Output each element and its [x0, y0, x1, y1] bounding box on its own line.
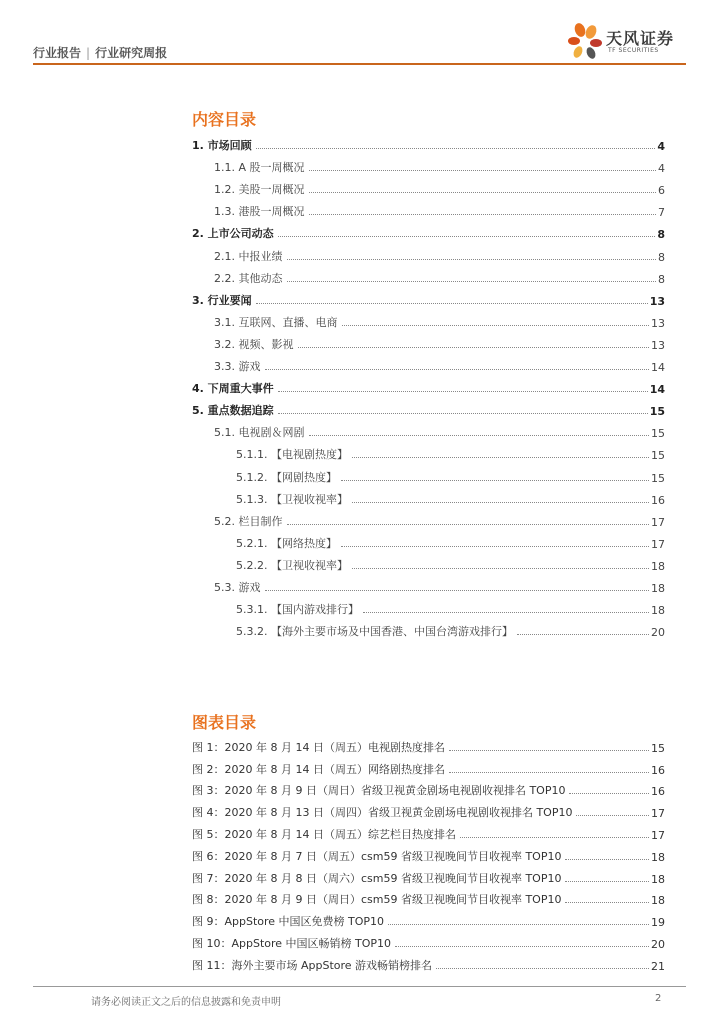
dot-leader	[565, 859, 649, 860]
header-category: 行业报告	[33, 46, 82, 60]
figure-entry[interactable]	[192, 929, 665, 951]
figure-entry-page: 15	[651, 741, 665, 755]
header-divider	[33, 63, 686, 65]
toc-entry-label: 5.2. 栏目制作	[214, 514, 283, 528]
toc-entry-label: 1. 市场回顾	[192, 139, 252, 153]
dot-leader	[449, 772, 649, 773]
dot-leader	[517, 634, 649, 635]
toc-entry-page: 15	[651, 471, 665, 485]
toc-entry-label: 5.1.3. 【卫视收视率】	[236, 492, 348, 506]
dot-leader	[352, 502, 649, 503]
dot-leader	[341, 480, 649, 481]
figure-entry-label: 图 9：AppStore 中国区免费榜 TOP10	[192, 915, 385, 929]
toc-entry-label: 2. 上市公司动态	[192, 227, 274, 241]
dot-leader	[287, 524, 650, 525]
dot-leader	[256, 303, 648, 304]
figure-entry[interactable]	[192, 907, 665, 929]
toc-entry-label: 2.1. 中报业绩	[214, 249, 283, 263]
dot-leader	[309, 435, 650, 436]
company-logo	[566, 22, 696, 64]
figure-entry[interactable]	[192, 951, 665, 973]
figure-entry-page: 20	[651, 937, 665, 951]
toc-entry[interactable]	[192, 396, 665, 418]
dot-leader	[388, 924, 649, 925]
dot-leader	[449, 750, 649, 751]
toc-entry[interactable]	[192, 418, 665, 440]
toc-entry-label: 5.1.2. 【网剧热度】	[236, 470, 337, 484]
toc-entry-page: 7	[658, 206, 665, 220]
figure-entry[interactable]	[192, 864, 665, 886]
figure-entry-page: 17	[651, 828, 665, 842]
dot-leader	[309, 192, 657, 193]
logo-name: 天风证券	[606, 29, 675, 48]
dot-leader	[565, 881, 649, 882]
toc-entry-label: 3.3. 游戏	[214, 360, 261, 374]
toc-entry-page: 14	[651, 361, 665, 375]
figure-entry[interactable]	[192, 755, 665, 777]
toc-entry-page: 15	[649, 405, 665, 419]
footer-divider	[33, 986, 686, 987]
toc-entry-label: 5.1.1. 【电视剧热度】	[236, 448, 348, 462]
toc-entry[interactable]	[192, 131, 665, 153]
toc-entry[interactable]	[192, 330, 665, 352]
toc-entry-label: 3. 行业要闻	[192, 293, 252, 307]
figure-entry[interactable]	[192, 820, 665, 842]
dot-leader	[265, 590, 650, 591]
toc-entry-page: 15	[651, 449, 665, 463]
toc-entry-label: 5.1. 电视剧＆网剧	[214, 426, 305, 440]
toc-entry-page: 18	[651, 559, 665, 573]
figure-entry[interactable]	[192, 886, 665, 908]
list-of-figures	[192, 733, 665, 973]
footer-disclaimer: 请务必阅读正文之后的信息披露和免责申明	[91, 997, 281, 1008]
toc-entry[interactable]	[192, 286, 665, 308]
figure-entry-page: 19	[651, 916, 665, 930]
dot-leader	[395, 946, 649, 947]
figure-entry[interactable]	[192, 842, 665, 864]
toc-entry[interactable]	[192, 485, 665, 507]
toc-entry[interactable]	[192, 462, 665, 484]
dot-leader	[265, 369, 650, 370]
toc-entry[interactable]	[192, 551, 665, 573]
toc-entry-page: 4	[657, 140, 665, 154]
toc-entry-label: 5.3.2. 【海外主要市场及中国香港、中国台湾游戏排行】	[236, 625, 513, 639]
figure-entry-label: 图 3：2020 年 8 月 9 日（周日）省级卫视黄金剧场电视剧收视排名 TOP10	[192, 784, 566, 798]
toc-entry-page: 16	[651, 493, 665, 507]
figure-entry-page: 21	[651, 959, 665, 973]
figure-entry-page: 16	[651, 763, 665, 777]
toc-entry[interactable]	[192, 573, 665, 595]
toc-entry-label: 3.2. 视频、影视	[214, 337, 294, 351]
dot-leader	[460, 837, 649, 838]
toc-entry-page: 13	[651, 316, 665, 330]
dot-leader	[278, 413, 648, 414]
toc-entry-page: 15	[651, 427, 665, 441]
toc-entry[interactable]	[192, 440, 665, 462]
toc-title: 内容目录	[192, 110, 257, 129]
toc-entry-label: 5.2.2. 【卫视收视率】	[236, 558, 348, 572]
toc-entry-label: 5.2.1. 【网络热度】	[236, 536, 337, 550]
figure-entry-label: 图 2：2020 年 8 月 14 日（周五）网络剧热度排名	[192, 762, 445, 776]
toc-entry-label: 1.3. 港股一周概况	[214, 205, 305, 219]
dot-leader	[569, 793, 649, 794]
figure-entry-label: 图 10：AppStore 中国区畅销榜 TOP10	[192, 936, 392, 950]
dot-leader	[309, 170, 656, 171]
dot-leader	[352, 457, 649, 458]
dot-leader	[576, 815, 649, 816]
toc-entry-page: 20	[651, 626, 665, 640]
dot-leader	[256, 148, 656, 149]
toc-entry-page: 13	[651, 338, 665, 352]
figure-entry-label: 图 7：2020 年 8 月 8 日（周六）csm59 省级卫视晚间节目收视率 TOP10	[192, 871, 562, 885]
toc-entry[interactable]	[192, 219, 665, 241]
figure-entry[interactable]	[192, 798, 665, 820]
toc-entry-label: 5.3. 游戏	[214, 580, 261, 594]
toc-entry-page: 8	[657, 228, 665, 242]
dot-leader	[287, 259, 657, 260]
figure-entry-label: 图 1：2020 年 8 月 14 日（周五）电视剧热度排名	[192, 740, 445, 754]
dot-leader	[363, 612, 649, 613]
figure-entry-page: 18	[651, 872, 665, 886]
dot-leader	[278, 236, 656, 237]
toc-entry[interactable]	[192, 197, 665, 219]
toc-entry[interactable]	[192, 308, 665, 330]
report-header	[33, 44, 167, 61]
dot-leader	[352, 568, 649, 569]
figure-entry-label: 图 11：海外主要市场 AppStore 游戏畅销榜排名	[192, 958, 433, 972]
toc-entry[interactable]	[192, 241, 665, 263]
dot-leader	[298, 347, 650, 348]
toc-entry-page: 8	[658, 272, 665, 286]
figure-entry-page: 17	[651, 807, 665, 821]
dot-leader	[565, 902, 649, 903]
figures-title: 图表目录	[192, 713, 257, 732]
figure-entry-label: 图 6：2020 年 8 月 7 日（周五）csm59 省级卫视晚间节目收视率 TOP10	[192, 849, 562, 863]
toc-entry-page: 6	[658, 184, 665, 198]
toc-entry-page: 17	[651, 537, 665, 551]
toc-entry[interactable]	[192, 153, 665, 175]
toc-entry[interactable]	[192, 352, 665, 374]
toc-entry-page: 17	[651, 515, 665, 529]
dot-leader	[342, 325, 650, 326]
toc-entry-label: 2.2. 其他动态	[214, 271, 283, 285]
figure-entry-label: 图 4：2020 年 8 月 13 日（周四）省级卫视黄金剧场电视剧收视排名 TOP10	[192, 806, 573, 820]
toc-entry-label: 4. 下周重大事件	[192, 382, 274, 396]
toc-entry-label: 3.1. 互联网、直播、电商	[214, 315, 338, 329]
dot-leader	[278, 391, 648, 392]
table-of-contents	[192, 131, 665, 639]
figure-entry-page: 18	[651, 850, 665, 864]
toc-entry[interactable]	[192, 529, 665, 551]
figure-entry[interactable]	[192, 777, 665, 799]
toc-entry-page: 4	[658, 162, 665, 176]
toc-entry[interactable]	[192, 264, 665, 286]
toc-entry-label: 1.1. A 股一周概况	[214, 161, 305, 175]
page-number: 2	[655, 993, 662, 1004]
dot-leader	[309, 214, 657, 215]
toc-entry-label: 5. 重点数据追踪	[192, 404, 274, 418]
toc-entry[interactable]	[192, 374, 665, 396]
header-type: 行业研究周报	[95, 46, 168, 60]
toc-entry-page: 18	[651, 581, 665, 595]
dot-leader	[436, 968, 649, 969]
figure-entry-page: 18	[651, 894, 665, 908]
toc-entry-label: 5.3.1. 【国内游戏排行】	[236, 603, 359, 617]
toc-entry-page: 18	[651, 604, 665, 618]
toc-entry[interactable]	[192, 617, 665, 639]
figure-entry-label: 图 5：2020 年 8 月 14 日（周五）综艺栏目热度排名	[192, 827, 456, 841]
toc-entry[interactable]	[192, 175, 665, 197]
figure-entry[interactable]	[192, 733, 665, 755]
figure-entry-page: 16	[651, 785, 665, 799]
flower-logo-icon	[566, 22, 606, 64]
toc-entry-page: 14	[649, 383, 665, 397]
header-separator: |	[86, 46, 91, 60]
toc-entry[interactable]	[192, 507, 665, 529]
dot-leader	[341, 546, 649, 547]
dot-leader	[287, 281, 657, 282]
toc-entry-page: 8	[658, 250, 665, 264]
logo-subtitle: TF SECURITIES	[608, 47, 659, 54]
figure-entry-label: 图 8：2020 年 8 月 9 日（周日）csm59 省级卫视晚间节目收视率 TOP10	[192, 893, 562, 907]
toc-entry-page: 13	[649, 294, 665, 308]
toc-entry[interactable]	[192, 595, 665, 617]
toc-entry-label: 1.2. 美股一周概况	[214, 183, 305, 197]
